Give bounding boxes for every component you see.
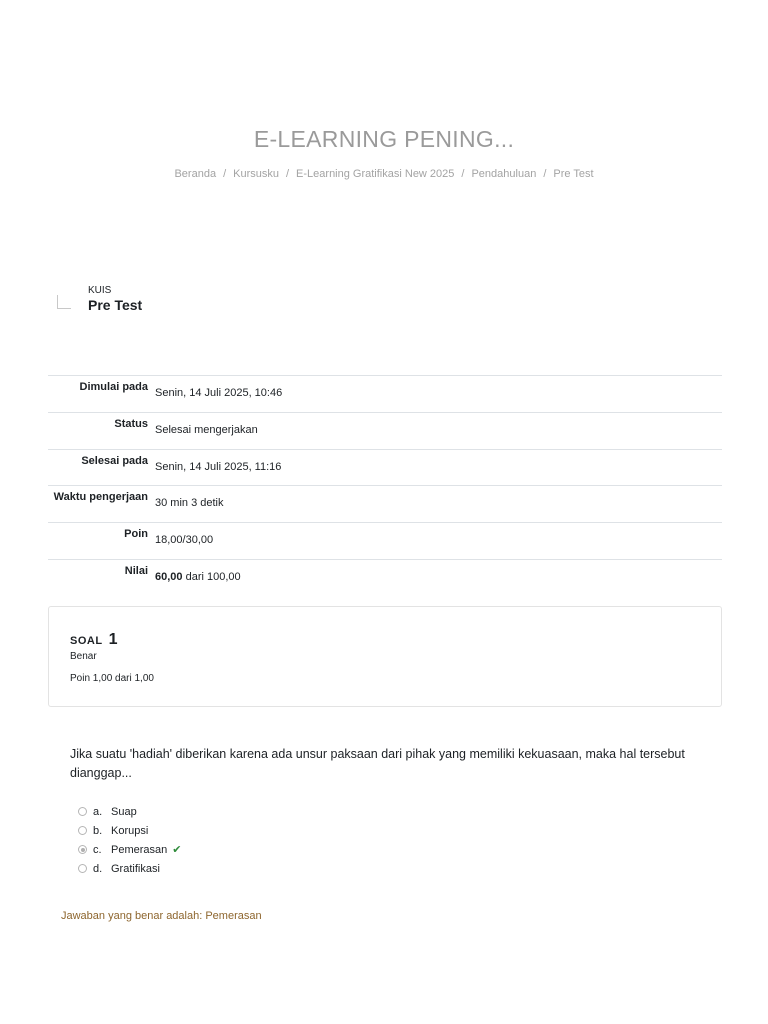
answer-letter: a. bbox=[93, 805, 103, 818]
question-label: SOAL bbox=[70, 635, 103, 647]
summary-row-status bbox=[48, 412, 722, 449]
question-number: 1 bbox=[108, 631, 118, 648]
answer-option-c[interactable] bbox=[78, 840, 181, 859]
question-grade: Poin 1,00 dari 1,00 bbox=[70, 673, 154, 684]
breadcrumb bbox=[0, 168, 768, 180]
activity-name: Pre Test bbox=[88, 297, 143, 313]
question-text: Jika suatu 'hadiah' diberikan karena ada unsur paksaan dari pihak yang memiliki kekuasaan, maka hal tersebut dianggap... bbox=[70, 747, 685, 780]
check-icon: ✔ bbox=[172, 844, 182, 856]
grade-value: 60,00 bbox=[155, 570, 183, 583]
answer-text: Pemerasan bbox=[111, 843, 168, 856]
answer-text: Korupsi bbox=[111, 824, 149, 837]
summary-label: Status bbox=[114, 417, 148, 430]
answer-letter: c. bbox=[93, 843, 102, 856]
breadcrumb-home[interactable]: Beranda bbox=[174, 168, 217, 180]
quiz-review-summary bbox=[48, 375, 722, 596]
question-heading bbox=[70, 631, 117, 649]
summary-value: Selesai mengerjakan bbox=[155, 423, 258, 436]
question-info-box bbox=[48, 606, 722, 707]
question-state: Benar bbox=[70, 651, 97, 662]
summary-row-duration bbox=[48, 485, 722, 522]
breadcrumb-my-courses[interactable]: Kursusku bbox=[233, 168, 279, 180]
summary-label: Selesai pada bbox=[81, 454, 148, 467]
answer-letter: d. bbox=[93, 862, 103, 875]
answer-list bbox=[78, 802, 181, 878]
radio-button[interactable] bbox=[78, 826, 87, 835]
summary-value: 18,00/30,00 bbox=[155, 534, 214, 547]
activity-type: KUIS bbox=[88, 285, 112, 296]
summary-label: Poin bbox=[124, 528, 148, 541]
summary-row-marks bbox=[48, 522, 722, 559]
summary-label: Dimulai pada bbox=[79, 381, 148, 393]
summary-label: Waktu pengerjaan bbox=[53, 491, 148, 504]
breadcrumb-separator: / bbox=[285, 168, 290, 180]
page-title: E-LEARNING PENING... bbox=[253, 126, 515, 152]
summary-value: Senin, 14 Juli 2025, 10:46 bbox=[155, 387, 283, 399]
summary-row-completed bbox=[48, 449, 722, 486]
summary-value bbox=[148, 560, 241, 596]
summary-row-started bbox=[48, 375, 722, 412]
radio-button[interactable] bbox=[78, 807, 87, 816]
summary-value: Senin, 14 Juli 2025, 11:16 bbox=[155, 460, 282, 473]
summary-row-grade bbox=[48, 559, 722, 596]
breadcrumb-separator: / bbox=[543, 168, 547, 180]
answer-letter: b. bbox=[93, 824, 103, 837]
right-answer-feedback: Jawaban yang benar adalah: Pemerasan bbox=[61, 910, 262, 922]
answer-option-d[interactable] bbox=[78, 859, 181, 878]
breadcrumb-course[interactable]: E-Learning Gratifikasi New 2025 bbox=[296, 168, 455, 180]
breadcrumb-section[interactable]: Pendahuluan bbox=[471, 168, 537, 180]
summary-label: Nilai bbox=[124, 564, 148, 577]
quiz-icon bbox=[57, 295, 71, 309]
answer-option-a[interactable] bbox=[78, 802, 181, 821]
breadcrumb-separator: / bbox=[461, 168, 465, 180]
radio-button-checked[interactable] bbox=[78, 845, 87, 854]
breadcrumb-separator: / bbox=[223, 168, 227, 180]
summary-value: 30 min 3 detik bbox=[155, 497, 224, 510]
answer-text: Gratifikasi bbox=[111, 862, 160, 875]
breadcrumb-activity[interactable]: Pre Test bbox=[553, 168, 594, 180]
answer-text: Suap bbox=[111, 805, 137, 818]
grade-max: dari 100,00 bbox=[182, 570, 241, 583]
radio-button[interactable] bbox=[78, 864, 87, 873]
answer-option-b[interactable] bbox=[78, 821, 181, 840]
